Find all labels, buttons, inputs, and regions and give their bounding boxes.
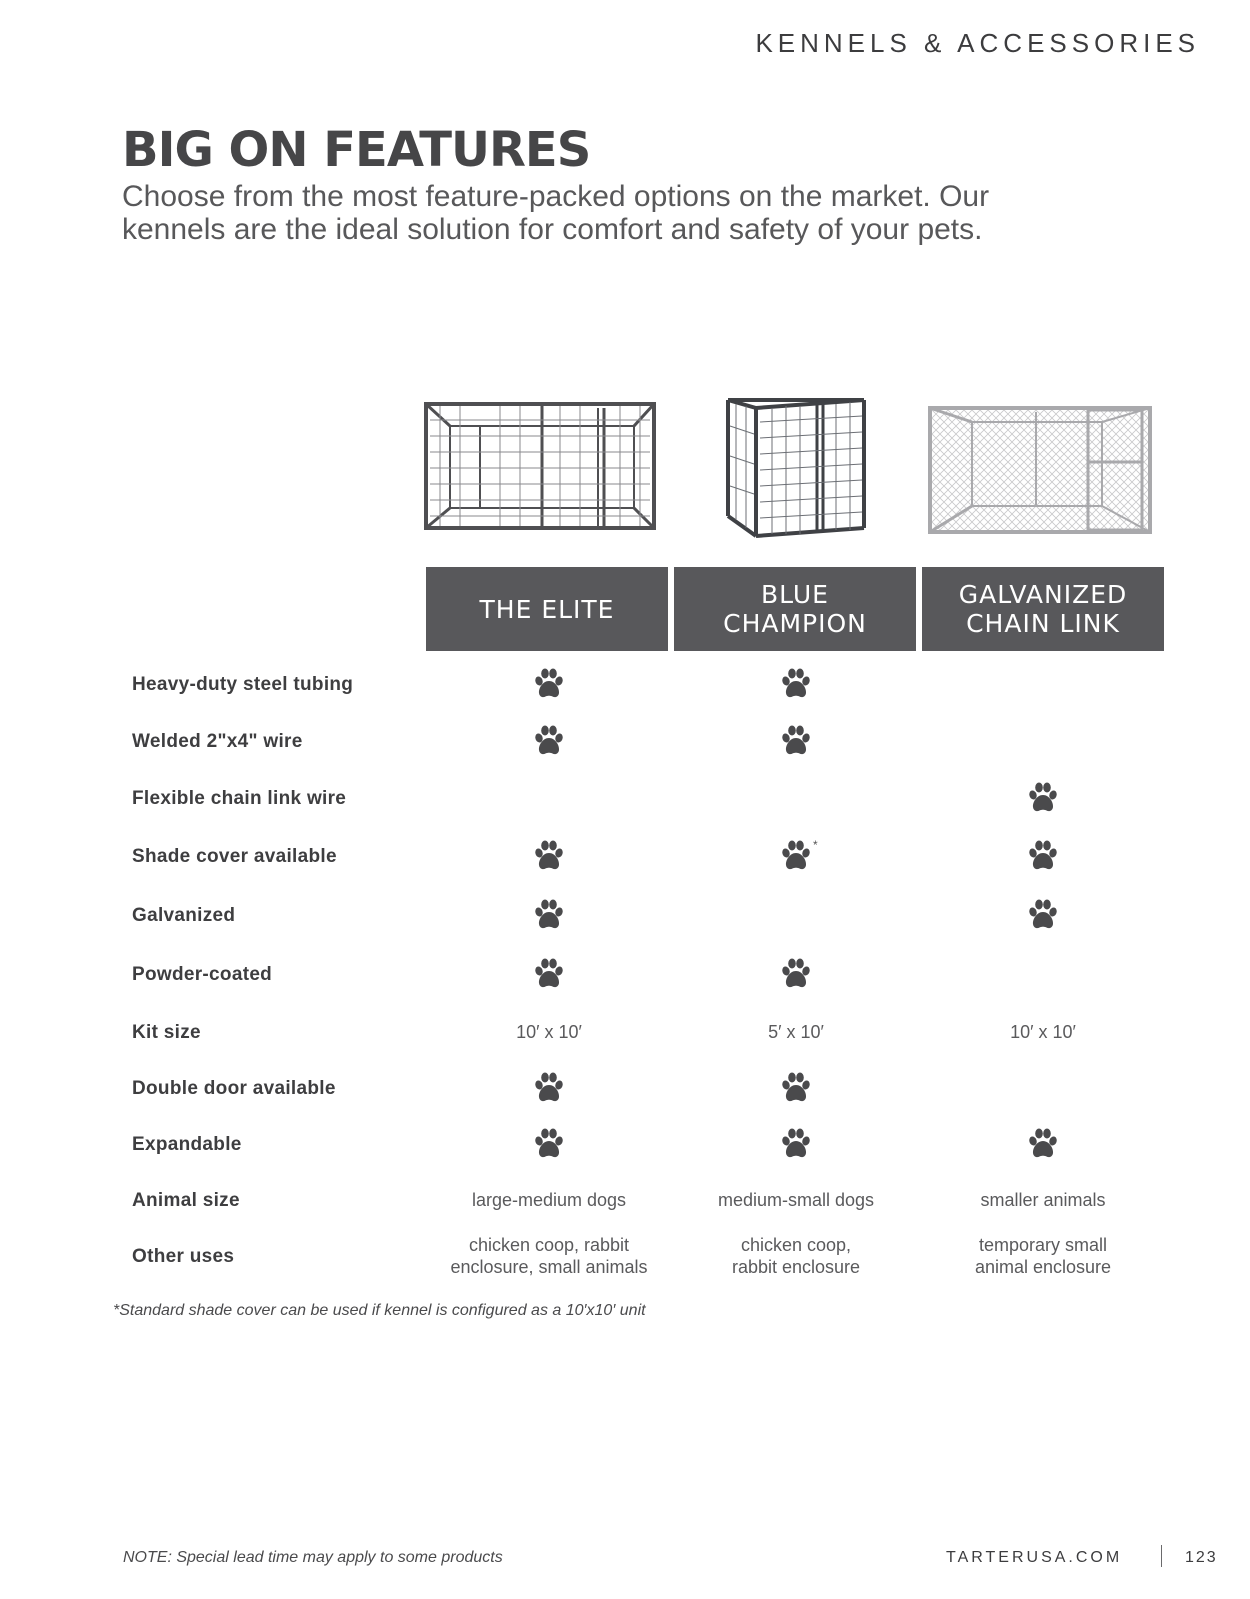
paw-icon [532, 1127, 566, 1161]
intro-line-2: kennels are the ideal solution for comfort and safety of your pets. [122, 213, 983, 246]
lead-time-note: NOTE: Special lead time may apply to some products [123, 1549, 503, 1566]
cell-line: chicken coop, rabbit [468, 1235, 630, 1255]
page-title: BIG ON FEATURES [122, 122, 591, 178]
paw-icon [1026, 1127, 1060, 1161]
paw-icon [779, 667, 813, 701]
table-cell: 10′ x 10′ [516, 1022, 582, 1042]
row-label: Heavy-duty steel tubing [132, 674, 354, 695]
paw-icon [532, 724, 566, 758]
paw-icon [779, 839, 813, 873]
column-header-blue-champion [674, 567, 916, 651]
cell-line: enclosure, small animals [450, 1257, 648, 1277]
table-cell: 5′ x 10′ [768, 1022, 824, 1042]
footer-divider [1161, 1545, 1162, 1567]
column-header-line-2: CHAIN LINK [966, 609, 1120, 638]
paw-icon [532, 957, 566, 991]
table-cell: medium-small dogs [717, 1190, 875, 1210]
column-header-chain-link [922, 567, 1164, 651]
row-label: Double door available [132, 1078, 336, 1099]
paw-icon [779, 1127, 813, 1161]
page-number: 123 [1185, 1549, 1218, 1566]
paw-icon [532, 898, 566, 932]
paw-icon [1026, 898, 1060, 932]
table-cell [429, 1234, 669, 1278]
row-label: Animal size [132, 1190, 240, 1211]
row-label: Flexible chain link wire [132, 788, 347, 809]
row-label: Other uses [132, 1246, 235, 1267]
table-cell: smaller animals [980, 1190, 1106, 1210]
footnote: *Standard shade cover can be used if kennel is configured as a 10′x10′ unit [113, 1302, 646, 1319]
cell-line: chicken coop, [740, 1235, 852, 1255]
paw-icon [1026, 781, 1060, 815]
table-cell [676, 1234, 916, 1278]
paw-icon [1026, 839, 1060, 873]
table-cell: 10′ x 10′ [1010, 1022, 1076, 1042]
paw-icon [779, 957, 813, 991]
footnote-marker: * [813, 838, 818, 852]
table-cell [923, 1234, 1163, 1278]
cell-line: rabbit enclosure [731, 1257, 861, 1277]
intro-line-1: Choose from the most feature-packed options on the market. Our [122, 180, 990, 213]
blue-champion-kennel-image [722, 396, 872, 546]
chain-link-kennel-image [924, 402, 1156, 540]
cell-line: temporary small [978, 1235, 1108, 1255]
row-label: Powder-coated [132, 964, 273, 985]
row-label: Welded 2"x4" wire [132, 731, 303, 752]
paw-icon [779, 1071, 813, 1105]
paw-icon [779, 724, 813, 758]
row-label: Galvanized [132, 905, 236, 926]
paw-icon [532, 839, 566, 873]
section-header: KENNELS & ACCESSORIES [755, 28, 1200, 58]
column-header-line-2: CHAMPION [723, 609, 867, 638]
paw-icon [532, 1071, 566, 1105]
elite-kennel-image [420, 398, 665, 538]
column-header-line-1: THE ELITE [479, 594, 615, 624]
cell-line: animal enclosure [974, 1257, 1112, 1277]
row-label: Kit size [132, 1022, 201, 1043]
table-cell: large-medium dogs [471, 1190, 627, 1210]
column-header-line-1: GALVANIZED [958, 580, 1128, 609]
website-url: TARTERUSA.COM [946, 1549, 1123, 1566]
paw-icon [532, 667, 566, 701]
column-header-line-1: BLUE [761, 580, 829, 609]
intro-text [122, 180, 1142, 246]
row-label: Expandable [132, 1134, 242, 1155]
row-label: Shade cover available [132, 846, 337, 867]
column-header-elite [426, 567, 668, 651]
